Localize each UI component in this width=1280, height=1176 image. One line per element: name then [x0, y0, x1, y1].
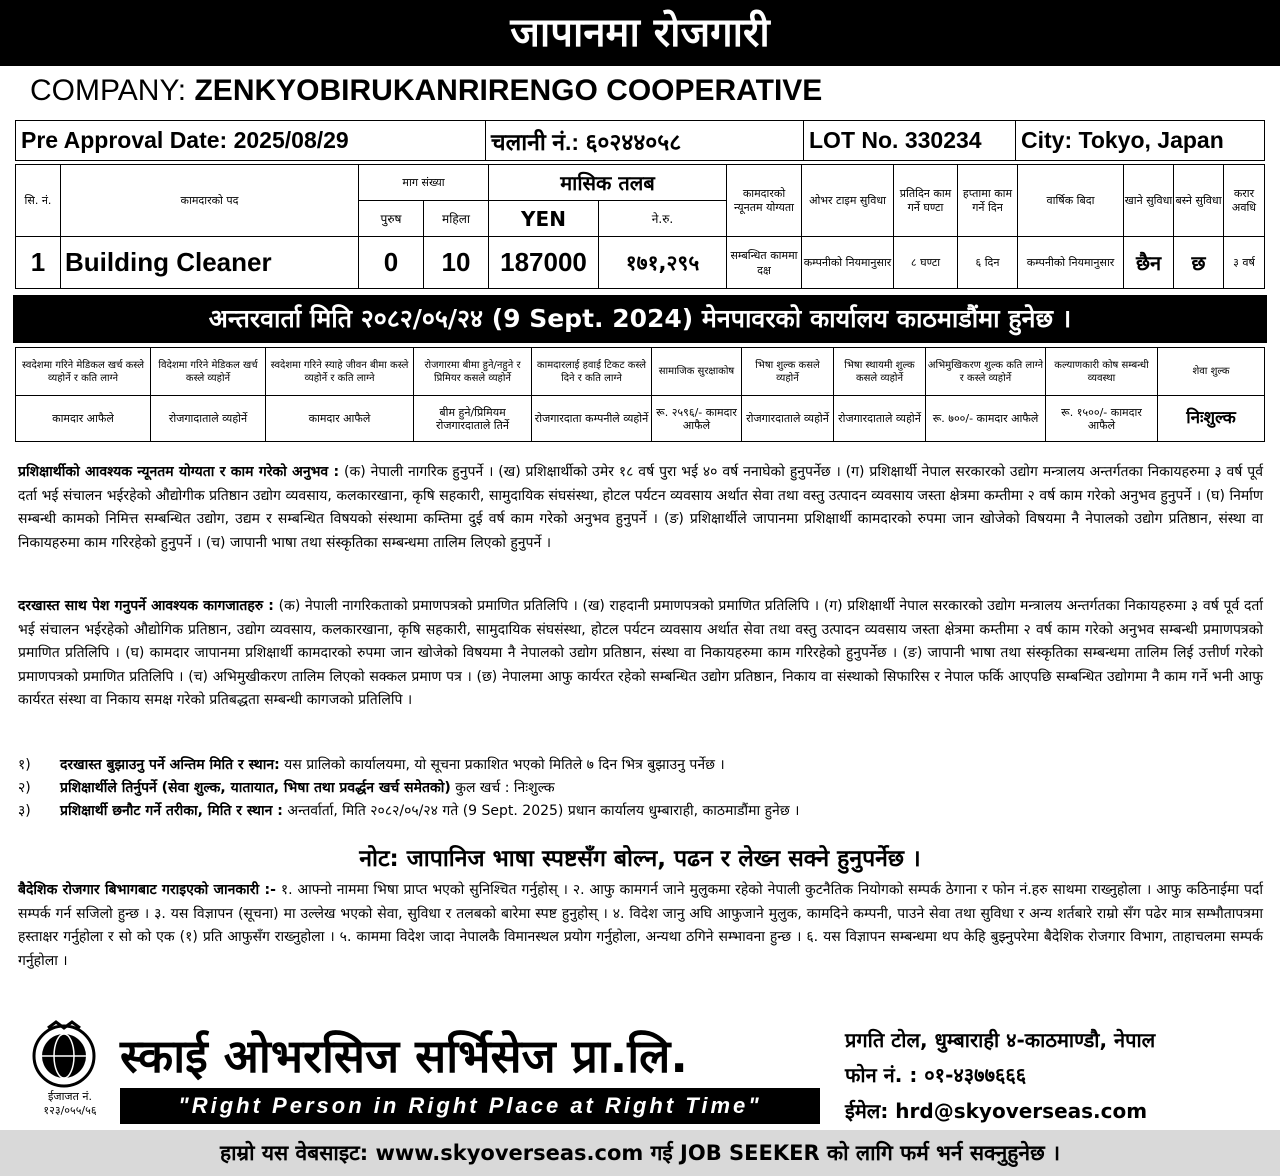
header-demand: माग संख्या	[359, 165, 489, 201]
fee-value-1: कामदार आफैले	[16, 396, 151, 442]
row-weekly-days: ६ दिन	[958, 237, 1018, 289]
header-salary: मासिक तलब	[489, 165, 727, 201]
row-npr: १७१,२९५	[599, 237, 727, 289]
row-sn: 1	[16, 237, 61, 289]
list-item: १) दरखास्त बुझाउनु पर्ने अन्तिम मिति र स्थान: यस प्रालिको कार्यालयमा, यो सूचना प्रकाशित भएको मितिले ७ दिन भित्र बुझाउनु पर्नेछ ।	[18, 757, 725, 773]
header-weekly-days: हप्तामा काम गर्ने दिन	[958, 165, 1018, 237]
header-overtime: ओभर टाइम सुविधा	[802, 165, 894, 237]
lot-number: LOT No. 330234	[804, 121, 1016, 161]
fee-value-4: बीम हुने/प्रिमियम रोजगारदाताले तिर्ने	[414, 396, 532, 442]
fee-header-11: शेवा शुल्क	[1158, 348, 1265, 396]
fee-value-7: रोजगारदाताले व्यहोर्ने	[742, 396, 834, 442]
fee-value-6: रू. २५९६/- कामदार आफैले	[652, 396, 742, 442]
row-food: छैन	[1124, 237, 1174, 289]
company-label: COMPANY:	[30, 74, 187, 107]
fee-header-4: रोजगारमा बीमा हुने/नहुने र प्रिमियर कसले व्यहोर्ने	[414, 348, 532, 396]
row-contract: ३ वर्ष	[1224, 237, 1265, 289]
agency-email: ईमेल: hrd@skyoverseas.com	[845, 1099, 1148, 1123]
header-daily-hours: प्रतिदिन काम गर्ने घण्टा	[894, 165, 958, 237]
table-row	[16, 237, 1265, 289]
department-body: १. आफ्नो नाममा भिषा प्राप्त भएको सुनिश्चित गर्नुहोस् । २. आफु कामगर्न जाने मुलुकमा रहेको नेपाली कुटनैतिक नियोगको सम्पर्क ठेगाना र फोन नं.हरु साथमा राख्नुहोला । आफु कठिनाईमा पर्दा सम्पर्क गर्न सजिलो हुन्छ । ३. यस विज्ञापन (सूचना) मा उल्लेख भएको सेवा, सुविधा र तलबको बारेमा स्पष्ट हुनुहोस् । ४. विदेश जानु अघि आफुजाने मुलुक, कामदिने कम्पनी, पाउने सेवा तथा सुविधा र अन्य शर्तबारे राम्रो सँग पढेर मात्र सम्भौतापत्रमा हस्ताक्षर गर्नुहोला र सो को एक (१) प्रति आफुसँग राख्नुहोला । ५. काममा विदेश जादा नेपालकै विमानस्थल प्रयोग गर्नुहोला, अन्यथा ठगिने सम्भावना हुन्छ । ६. यस विज्ञापन सम्बन्धमा थप केहि बुझ्नुपरेमा बैदेशिक रोजगार विभाग, ताहाचलमा सम्पर्क गर्नुहोला ।	[18, 882, 1263, 969]
qualification-body: (क) नेपाली नागरिक हुनुपर्ने । (ख) प्रशिक्षार्थीको उमेर १८ वर्ष पुरा भई ४० वर्ष ननाघेको हुनुपर्नेछ । (ग) प्रशिक्षार्थी नेपाल सरकारको उद्योग मन्त्रालय अन्तर्गतका निकायहरुमा ३ वर्ष पूर्व दर्ता भई संचालन भईरहेको औद्योगीक प्रतिष्ठान उद्योग व्यवसाय, कलकारखाना, कृषि सहकारी, सामुदायिक संघसंस्था, होटल पर्यटन व्यवसाय अर्थात सेवा तथा वस्तु उत्पादन व्यवसाय जस्ता क्षेत्रमा कम्तीमा २ वर्ष काम गरेको अनुभव हुनुपर्ने । (घ) निर्माण सम्बन्धी कामको निमित्त सम्बन्धित उद्योग, उद्यम र सम्बन्धित विषयको संस्थामा कम्तिमा दुई वर्ष काम गरेको अनुभव हुनुपर्ने । (ङ) प्रशिक्षार्थीले जापानमा प्रशिक्षार्थी कामदारको रुपमा जान खोजेको विषयमा नै नेपालको उद्योग प्रतिष्ठान, संस्था वा निकायहरुमा काम गरिरहेको हुनुपर्ने । (च) जापानी भाषा तथा संस्कृतिका सम्बन्धमा तालिम लिएको हुनुपर्ने ।	[18, 464, 1264, 551]
agency-phone: फोन नं. : ०१-४३७७६६६	[845, 1063, 1027, 1087]
row-yen: 187000	[489, 237, 599, 289]
documents-paragraph	[18, 595, 1263, 713]
fee-value-2: रोजगादाताले व्यहोर्ने	[151, 396, 266, 442]
company-name: ZENKYOBIRUKANRIRENGO COOPERATIVE	[194, 74, 823, 107]
agency-address: प्रगति टोल, धुम्बाराही ४-काठमाण्डौ, नेपाल	[845, 1028, 1156, 1052]
header-qualification: कामदारको न्यूनतम योग्यता	[727, 165, 802, 237]
department-heading: बैदेशिक रोजगार बिभागबाट गराइएको जानकारी :-	[18, 882, 276, 898]
header-yen: YEN	[489, 201, 599, 237]
fee-value-3: कामदार आफैले	[266, 396, 414, 442]
row-qualification: सम्बन्धित काममा दक्ष	[727, 237, 802, 289]
fee-header-2: विदेशमा गरिने मेडिकल खर्च कस्ले व्यहोर्ने	[151, 348, 266, 396]
fee-header-6: सामाजिक सुरक्षाकोष	[652, 348, 742, 396]
qualification-paragraph	[18, 461, 1263, 555]
department-info-paragraph	[18, 879, 1263, 973]
row-daily-hours: ८ घण्टा	[894, 237, 958, 289]
fee-value-10: रू. १५००/- कामदार आफैले	[1046, 396, 1158, 442]
fee-header-5: कामदारलाई हवाई टिकट कस्ले दिने र कति लाग्ने	[532, 348, 652, 396]
agency-name: स्काई ओभरसिज सर्भिसेज प्रा.लि.	[120, 1029, 688, 1083]
fee-header-9: अभिमुखिकरण शुल्क कति लाग्ने र कस्ले व्यहोर्ने	[926, 348, 1046, 396]
interview-banner: अन्तरवार्ता मिति २०८२/०५/२४ (9 Sept. 2024) मेनपावरको कार्यालय काठमाडौंमा हुनेछ ।	[13, 295, 1267, 343]
list-item: २) प्रशिक्षार्थीले तिर्नुपर्ने (सेवा शुल्क, यातायात, भिषा तथा प्रवर्द्धन खर्च समेतको) कुल खर्च : निःशुल्क	[18, 780, 555, 796]
row-male: 0	[359, 237, 424, 289]
company-line	[30, 74, 822, 108]
header-annual-leave: वार्षिक बिदा	[1018, 165, 1124, 237]
fee-value-11: निःशुल्क	[1158, 396, 1265, 442]
header-npr: ने.रु.	[599, 201, 727, 237]
page-title: जापानमा रोजगारी	[0, 0, 1280, 66]
header-sn: सि. नं.	[16, 165, 61, 237]
list-item: ३) प्रशिक्षार्थी छनौट गर्ने तरीका, मिति र स्थान : अन्तर्वार्ता, मिति २०८२/०५/२४ गते (9 Sept. 2025) प्रधान कार्यालय धुम्बाराही, काठमाडौंमा हुनेछ ।	[18, 803, 800, 819]
website-footer: हाम्रो यस वेबसाइट: www.skyoverseas.com गई JOB SEEKER को लागि फर्म भर्न सक्नुहुनेछ ।	[0, 1130, 1280, 1176]
pre-approval-date: Pre Approval Date: 2025/08/29	[16, 121, 486, 161]
header-accommodation: बस्ने सुविधा	[1174, 165, 1224, 237]
license-number: ईजाजत नं. १२३/०५५/५६	[43, 1090, 97, 1117]
fee-value-9: रू. ७००/- कामदार आफैले	[926, 396, 1046, 442]
documents-body: (क) नेपाली नागरिकताको प्रमाणपत्रको प्रमाणित प्रतिलिपि । (ख) राहदानी प्रमाणपत्रको प्रमाणित प्रतिलिपि । (ग) प्रशिक्षार्थी नेपाल सरकारको उद्योग मन्त्रालय अन्तर्गतका निकायहरुमा ३ वर्ष पूर्व दर्ता भई संचालन भईरहेको औद्योगिक प्रतिष्ठान, उद्योग व्यवसाय, कलकारखाना, कृषि सहकारी, सामुदायिक संघसंस्था, होटल पर्यटन व्यवसाय अर्थात सेवा तथा वस्तु उत्पादन व्यवसाय जस्ता क्षेत्रमा कम्तीमा २ वर्ष काम गरेको अनुभव सम्बन्धी प्रमाणपत्रको प्रमाणित प्रतिलिपि । (घ) कामदार जापानमा प्रशिक्षार्थी कामदारको रुपमा जान खोजेको विषयमा नै नेपालको उद्योग प्रतिष्ठान, संस्था वा निकायहरुमा काम गरिरहेको हुनुपर्नेछ । (ङ) जापानी भाषा तथा संस्कृतिका सम्बन्धमा तालिम लिई उत्तीर्ण गरेको प्रमाणपत्रको प्रमाणित प्रतिलिपि । (च) अभिमुखीकरण तालिम लिएको सक्कल प्रमाण पत्र । (छ) नेपालमा आफु कार्यरत रहेको सम्बन्धित उद्योग प्रतिष्ठान, निकाय वा संस्थाको सिफारिस र नेपाल फर्कि आएपछि सम्बन्धित उद्योगमा नै काम गर्ने भनी आफु कार्यरत संस्था वा निकाय समक्ष गरेको प्रतिबद्धता सम्बन्धी कागजको प्रतिलिपि ।	[18, 598, 1263, 708]
language-note: नोट: जापानिज भाषा स्पष्टसँग बोल्न, पढन र लेख्न सक्ने हुनुपर्नेछ ।	[359, 846, 921, 872]
qualification-heading: प्रशिक्षार्थीको आवश्यक न्यूनतम योग्यता र काम गरेको अनुभव :	[18, 464, 340, 480]
documents-heading: दरखास्त साथ पेश गनुपर्ने आवश्यक कागजातहरु :	[18, 598, 274, 614]
fees-table	[15, 347, 1265, 442]
chalani-number: चलानी नं.: ६०२४४०५८	[486, 121, 804, 161]
fee-value-5: रोजगारदाता कम्पनीले व्यहोर्ने	[532, 396, 652, 442]
fee-header-8: भिषा स्थायमी शुल्क कसले व्यहोर्ने	[834, 348, 926, 396]
fee-header-7: भिषा शुल्क कसले व्यहोर्ने	[742, 348, 834, 396]
header-position: कामदारको पद	[61, 165, 359, 237]
row-female: 10	[424, 237, 489, 289]
city: City: Tokyo, Japan	[1016, 121, 1265, 161]
row-annual-leave: कम्पनीको नियमानुसार	[1018, 237, 1124, 289]
header-contract: करार अवधि	[1224, 165, 1265, 237]
info-table	[15, 120, 1265, 161]
header-male: पुरुष	[359, 201, 424, 237]
agency-logo-icon	[28, 1018, 100, 1090]
fee-header-1: स्वदेशमा गरिने मेडिकल खर्च कस्ले व्यहोर्ने र कति लाग्ने	[16, 348, 151, 396]
fee-value-8: रोजगारदाताले व्यहोर्ने	[834, 396, 926, 442]
row-accommodation: छ	[1174, 237, 1224, 289]
row-overtime: कम्पनीको नियमानुसार	[802, 237, 894, 289]
fee-header-3: स्वदेशमा गरिने स्याहे जीवन बीमा कस्ले व्यहोर्ने र कति लाग्ने	[266, 348, 414, 396]
header-female: महिला	[424, 201, 489, 237]
job-table	[15, 164, 1265, 289]
header-food: खाने सुविधा	[1124, 165, 1174, 237]
agency-slogan: "Right Person in Right Place at Right Time"	[120, 1088, 820, 1124]
fee-header-10: कल्याणकारी कोष सम्बन्धी व्यवस्था	[1046, 348, 1158, 396]
numbered-list	[18, 754, 799, 823]
row-position: Building Cleaner	[61, 237, 359, 289]
